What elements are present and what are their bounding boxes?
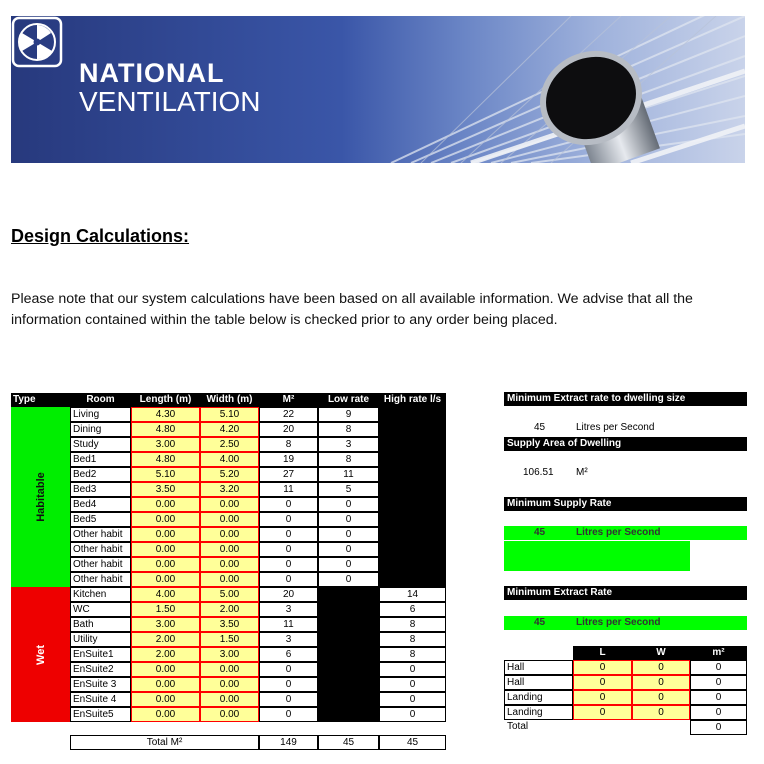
- notice-paragraph: Please note that our system calculations have been based on all available information. We advise that all the information contained within the table below is checked prior to any order being placed.: [11, 291, 693, 328]
- width-input[interactable]: 4.00: [200, 452, 259, 467]
- area-value: 3: [259, 602, 318, 617]
- room-name: EnSuite2: [70, 662, 131, 677]
- area-value: 0: [259, 572, 318, 587]
- room-name: EnSuite 3: [70, 677, 131, 692]
- length-input[interactable]: 0.00: [131, 497, 200, 512]
- low-rate-value: 9: [318, 407, 379, 422]
- total-high-rate: 45: [379, 735, 446, 750]
- low-rate-blank: [318, 692, 379, 707]
- length-input[interactable]: 0: [573, 705, 632, 720]
- low-rate-blank: [318, 662, 379, 677]
- high-rate-blank: [379, 557, 446, 572]
- high-rate-value: 8: [379, 617, 446, 632]
- length-input[interactable]: 4.00: [131, 587, 200, 602]
- length-input[interactable]: 1.50: [131, 602, 200, 617]
- high-rate-blank: [379, 512, 446, 527]
- width-input[interactable]: 5.10: [200, 407, 259, 422]
- length-input[interactable]: 4.80: [131, 452, 200, 467]
- length-input[interactable]: 0: [573, 675, 632, 690]
- width-input[interactable]: 0.00: [200, 542, 259, 557]
- low-rate-blank: [318, 707, 379, 722]
- min-extract-title: Minimum Extract Rate: [504, 586, 747, 600]
- room-name: Bed1: [70, 452, 131, 467]
- small-column-header: L: [573, 646, 632, 660]
- room-name: Other habit: [70, 527, 131, 542]
- low-rate-value: 0: [318, 512, 379, 527]
- low-rate-value: 11: [318, 467, 379, 482]
- width-input[interactable]: 3.20: [200, 482, 259, 497]
- length-input[interactable]: 5.10: [131, 467, 200, 482]
- high-rate-value: 14: [379, 587, 446, 602]
- room-name: Bed5: [70, 512, 131, 527]
- high-rate-value: 8: [379, 632, 446, 647]
- width-input[interactable]: 3.00: [200, 647, 259, 662]
- area-value: 20: [259, 587, 318, 602]
- width-input[interactable]: 0.00: [200, 662, 259, 677]
- area-value: 0: [259, 707, 318, 722]
- area-value: 11: [259, 482, 318, 497]
- group-label: Wet: [34, 644, 47, 665]
- area-value: 0: [259, 512, 318, 527]
- min-supply-green-block: [504, 541, 690, 571]
- room-name: EnSuite5: [70, 707, 131, 722]
- low-rate-blank: [318, 617, 379, 632]
- high-rate-blank: [379, 407, 446, 422]
- high-rate-blank: [379, 452, 446, 467]
- width-input[interactable]: 0: [632, 705, 690, 720]
- min-supply-value: 45: [534, 527, 546, 538]
- length-input[interactable]: 0.00: [131, 527, 200, 542]
- group-wet: [11, 587, 70, 722]
- column-header: Width (m): [200, 393, 259, 407]
- high-rate-blank: [379, 572, 446, 587]
- small-total-value: 0: [690, 720, 747, 735]
- area-value: 0: [259, 527, 318, 542]
- length-input[interactable]: 3.00: [131, 437, 200, 452]
- low-rate-blank: [318, 677, 379, 692]
- area-value: 0: [259, 497, 318, 512]
- area-value: 11: [259, 617, 318, 632]
- high-rate-blank: [379, 482, 446, 497]
- supply-area-unit: M²: [576, 467, 588, 478]
- small-column-header: W: [632, 646, 690, 660]
- min-extract-dwelling-unit: Litres per Second: [576, 422, 655, 433]
- area-value: 19: [259, 452, 318, 467]
- area-name: Hall: [504, 675, 573, 690]
- low-rate-blank: [318, 632, 379, 647]
- length-input[interactable]: 0.00: [131, 662, 200, 677]
- length-input[interactable]: 2.00: [131, 632, 200, 647]
- high-rate-blank: [379, 437, 446, 452]
- area-name: Hall: [504, 660, 573, 675]
- length-input[interactable]: 3.00: [131, 617, 200, 632]
- low-rate-value: 0: [318, 527, 379, 542]
- width-input[interactable]: 2.00: [200, 602, 259, 617]
- min-extract-unit: Litres per Second: [576, 617, 661, 628]
- column-header: Room: [70, 393, 131, 407]
- low-rate-value: 0: [318, 542, 379, 557]
- width-input[interactable]: 0.00: [200, 557, 259, 572]
- min-extract-dwelling-title: Minimum Extract rate to dwelling size: [504, 392, 747, 406]
- column-header: Type: [11, 393, 70, 407]
- width-input[interactable]: 0.00: [200, 527, 259, 542]
- high-rate-blank: [379, 497, 446, 512]
- length-input[interactable]: 0.00: [131, 572, 200, 587]
- room-name: Bed2: [70, 467, 131, 482]
- low-rate-value: 8: [318, 422, 379, 437]
- area-name: Landing: [504, 690, 573, 705]
- length-input[interactable]: 0.00: [131, 542, 200, 557]
- fan-logo-icon: [11, 16, 63, 68]
- brand-line-1: NATIONAL: [79, 58, 225, 88]
- min-extract-bar: [504, 616, 747, 630]
- room-name: EnSuite1: [70, 647, 131, 662]
- length-input[interactable]: 2.00: [131, 647, 200, 662]
- room-name: Living: [70, 407, 131, 422]
- area-value: 27: [259, 467, 318, 482]
- page-title: Design Calculations:: [11, 226, 190, 246]
- min-supply-title: Minimum Supply Rate: [504, 497, 747, 511]
- room-name: Bed3: [70, 482, 131, 497]
- column-header: Low rate: [318, 393, 379, 407]
- room-name: Study: [70, 437, 131, 452]
- area-value: 22: [259, 407, 318, 422]
- low-rate-value: 0: [318, 497, 379, 512]
- area-value: 0: [259, 692, 318, 707]
- column-header: Length (m): [131, 393, 200, 407]
- length-input[interactable]: 0.00: [131, 707, 200, 722]
- low-rate-blank: [318, 647, 379, 662]
- room-name: Utility: [70, 632, 131, 647]
- length-input[interactable]: 0: [573, 690, 632, 705]
- width-input[interactable]: 5.20: [200, 467, 259, 482]
- area-value: 6: [259, 647, 318, 662]
- length-input[interactable]: 0.00: [131, 557, 200, 572]
- area-name: Landing: [504, 705, 573, 720]
- supply-area-title: Supply Area of Dwelling: [504, 437, 747, 451]
- width-input[interactable]: 5.00: [200, 587, 259, 602]
- total-label: Total M²: [70, 735, 259, 750]
- length-input[interactable]: 0.00: [131, 692, 200, 707]
- area-value: 0: [259, 677, 318, 692]
- low-rate-blank: [318, 602, 379, 617]
- group-habitable: [11, 407, 70, 587]
- width-input[interactable]: 4.20: [200, 422, 259, 437]
- width-input[interactable]: 0: [632, 660, 690, 675]
- low-rate-blank: [318, 587, 379, 602]
- high-rate-value: 0: [379, 707, 446, 722]
- high-rate-value: 0: [379, 692, 446, 707]
- length-input[interactable]: 0.00: [131, 512, 200, 527]
- low-rate-value: 0: [318, 557, 379, 572]
- room-name: Other habit: [70, 572, 131, 587]
- length-input[interactable]: 4.80: [131, 422, 200, 437]
- total-low-rate: 45: [318, 735, 379, 750]
- width-input[interactable]: 0.00: [200, 692, 259, 707]
- width-input[interactable]: 0: [632, 690, 690, 705]
- width-input[interactable]: 2.50: [200, 437, 259, 452]
- room-name: Bed4: [70, 497, 131, 512]
- brand-line-2: VENTILATION: [79, 86, 261, 117]
- area-value: 0: [690, 660, 747, 675]
- column-header: M²: [259, 393, 318, 407]
- room-name: Bath: [70, 617, 131, 632]
- area-value: 0: [690, 675, 747, 690]
- area-value: 0: [690, 705, 747, 720]
- small-total-label: Total: [507, 721, 529, 732]
- header-banner: [11, 16, 745, 163]
- room-name: Dining: [70, 422, 131, 437]
- area-value: 20: [259, 422, 318, 437]
- high-rate-value: 0: [379, 662, 446, 677]
- low-rate-value: 5: [318, 482, 379, 497]
- room-name: WC: [70, 602, 131, 617]
- high-rate-value: 8: [379, 647, 446, 662]
- width-input[interactable]: 0.00: [200, 512, 259, 527]
- group-label: Habitable: [34, 472, 47, 522]
- area-value: 3: [259, 632, 318, 647]
- length-input[interactable]: 4.30: [131, 407, 200, 422]
- room-name: Other habit: [70, 557, 131, 572]
- high-rate-value: 0: [379, 677, 446, 692]
- total-area: 149: [259, 735, 318, 750]
- room-name: Kitchen: [70, 587, 131, 602]
- width-input[interactable]: 0.00: [200, 497, 259, 512]
- width-input[interactable]: 0: [632, 675, 690, 690]
- low-rate-value: 8: [318, 452, 379, 467]
- length-input[interactable]: 3.50: [131, 482, 200, 497]
- width-input[interactable]: 0.00: [200, 707, 259, 722]
- min-supply-bar: [504, 526, 747, 540]
- high-rate-blank: [379, 542, 446, 557]
- min-supply-unit: Litres per Second: [576, 527, 661, 538]
- length-input[interactable]: 0.00: [131, 677, 200, 692]
- low-rate-value: 3: [318, 437, 379, 452]
- width-input[interactable]: 0.00: [200, 677, 259, 692]
- area-value: 0: [690, 690, 747, 705]
- area-value: 0: [259, 662, 318, 677]
- column-header: High rate l/s: [379, 393, 446, 407]
- high-rate-value: 6: [379, 602, 446, 617]
- room-name: Other habit: [70, 542, 131, 557]
- low-rate-value: 0: [318, 572, 379, 587]
- min-extract-dwelling-value: 45: [534, 422, 546, 433]
- high-rate-blank: [379, 527, 446, 542]
- high-rate-blank: [379, 467, 446, 482]
- area-value: 8: [259, 437, 318, 452]
- area-value: 0: [259, 557, 318, 572]
- width-input[interactable]: 3.50: [200, 617, 259, 632]
- room-name: EnSuite 4: [70, 692, 131, 707]
- min-extract-value: 45: [534, 617, 546, 628]
- width-input[interactable]: 1.50: [200, 632, 259, 647]
- width-input[interactable]: 0.00: [200, 572, 259, 587]
- supply-area-value: 106.51: [523, 467, 554, 478]
- length-input[interactable]: 0: [573, 660, 632, 675]
- area-value: 0: [259, 542, 318, 557]
- high-rate-blank: [379, 422, 446, 437]
- small-column-header: m²: [690, 646, 747, 660]
